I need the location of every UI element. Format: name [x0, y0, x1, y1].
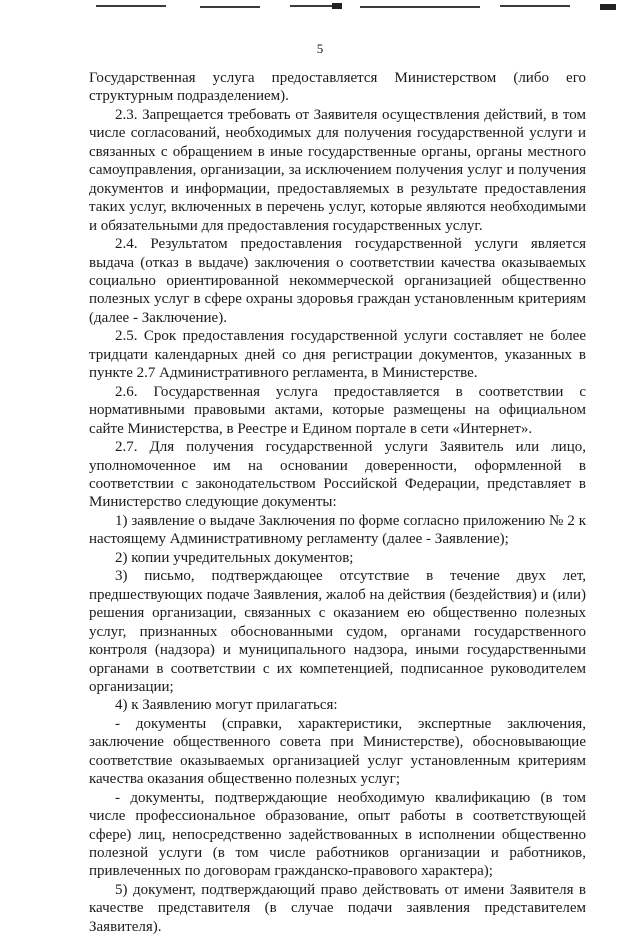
- paragraph-2-6: 2.6. Государственная услуга предоставляется в соответствии с нормативными правовыми актами, которые размещены на официальном сайте Министерства, в Реестре и Едином портале в сети «Интернет».: [89, 383, 586, 437]
- list-item-5: 5) документ, подтверждающий право действовать от имени Заявителя в качестве представителя (в случае подачи заявления представителем Заявителя).: [89, 881, 586, 935]
- scan-artifact-strip: [0, 0, 640, 14]
- paragraph-intro: Государственная услуга предоставляется Министерством (либо его структурным подразделением).: [89, 70, 586, 105]
- page-number: 5: [316, 41, 324, 56]
- list-item-4-sub-b: - документы, подтверждающие необходимую квалификацию (в том числе профессиональное образование, опыт работы в соответствующей сфере) лиц, непосредственно задействованных в исполнении общественно полезной услуги (в том числе работников организации и работников, привлеченных по договорам гражданско-правового характера);: [89, 789, 586, 880]
- list-item-4: 4) к Заявлению могут прилагаться:: [115, 697, 338, 714]
- paragraph-2-3: 2.3. Запрещается требовать от Заявителя осуществления действий, в том числе согласований, необходимых для получения государственной услуги и связанных с обращением в иные государственные органы, органы местного самоуправления, организации, за исключением получения услуг и получения документов и информации, предоставляемых в результате предоставления таких услуг, включенных в перечень услуг, которые являются необходимыми и обязательными для предоставления государственных услуг.: [89, 106, 586, 234]
- paragraph-2-5: 2.5. Срок предоставления государственной услуги составляет не более тридцати календарных дней со дня регистрации документов, указанных в пункте 2.7 Административного регламента, в Министерстве.: [89, 328, 586, 382]
- document-body: [89, 69, 586, 936]
- list-item-1: 1) заявление о выдаче Заключения по форме согласно приложению № 2 к настоящему Административному регламенту (далее - Заявление);: [89, 512, 586, 548]
- list-item-2: 2) копии учредительных документов;: [115, 549, 354, 566]
- paragraph-2-7: 2.7. Для получения государственной услуги Заявитель или лицо, уполномоченное им на основании доверенности, оформленной в соответствии с законодательством Российской Федерации, представляет в Министерство следующие документы:: [89, 439, 586, 511]
- list-item-4-sub-a: - документы (справки, характеристики, экспертные заключения, заключение общественного совета при Министерстве), обосновывающие соответствие оказываемых организацией услуг установленным критериям качества оказания общественно полезных услуг;: [89, 715, 586, 788]
- paragraph-2-4: 2.4. Результатом предоставления государственной услуги является выдача (отказ в выдаче) заключения о соответствии качества оказываемых социально ориентированной некоммерческой организацией общественно полезных услуг в сфере охраны здоровья граждан установленным критериям (далее - Заключение).: [89, 236, 586, 326]
- list-item-3: 3) письмо, подтверждающее отсутствие в течение двух лет, предшествующих подаче Заявления, жалоб на действия (бездействия) и (или) решения организации, связанных с оказанием ею общественно полезных услуг, признанных обоснованными судом, органами государственного контроля (надзора) и муниципального надзора, иными государственными органами в соответствии с их компетенцией, подписанное руководителем организации;: [89, 568, 586, 695]
